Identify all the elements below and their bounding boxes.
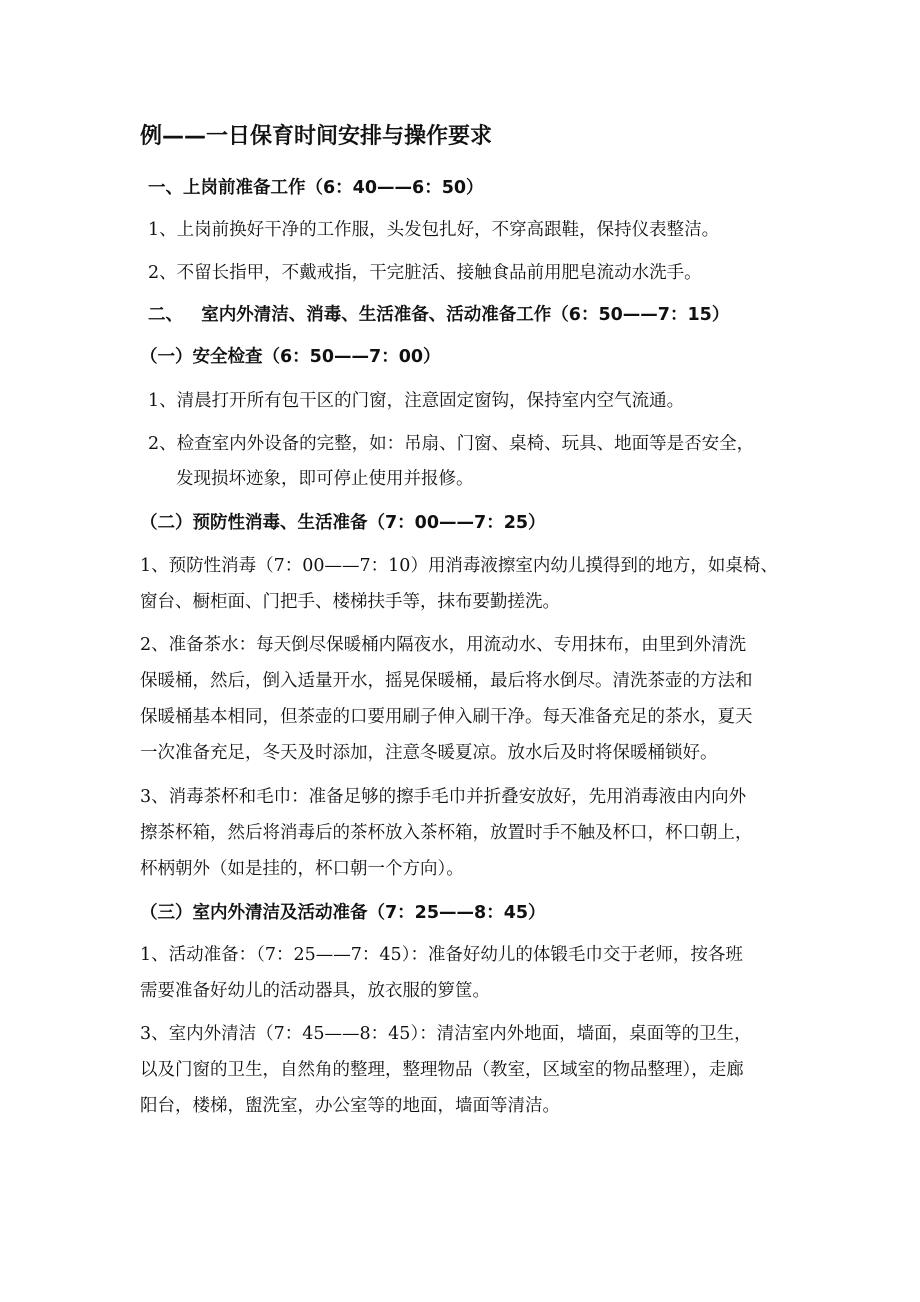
subsection-2-item-3-line-3: 杯柄朝外（如是挂的，杯口朝一个方向）。 bbox=[140, 859, 464, 879]
subsection-2-heading: （二）预防性消毒、生活准备（7：00——7：25） bbox=[140, 513, 546, 533]
document-title: 例——一日保育时间安排与操作要求 bbox=[140, 124, 493, 149]
subsection-3-item-1-line-1: 1、活动准备：（7：25——7：45）：准备好幼儿的体锻毛巾交于老师，按各班 bbox=[140, 945, 743, 965]
subsection-3-item-2-line-2: 以及门窗的卫生，自然角的整理，整理物品（教室，区域室的物品整理），走廊 bbox=[140, 1060, 744, 1080]
section-2-heading: 二、 室内外清洁、消毒、生活准备、活动准备工作（6：50——7：15） bbox=[148, 305, 730, 325]
subsection-3-item-2-line-3: 阳台，楼梯，盥洗室，办公室等的地面，墙面等清洁。 bbox=[140, 1096, 560, 1116]
subsection-1-item-2-line-1: 2、检查室内外设备的完整，如：吊扇、门窗、桌椅、玩具、地面等是否安全， bbox=[148, 434, 755, 454]
subsection-2-item-3-line-1: 3、消毒茶杯和毛巾：准备足够的擦手毛巾并折叠安放好，先用消毒液由内向外 bbox=[140, 787, 747, 807]
subsection-1-item-1: 1、清晨打开所有包干区的门窗，注意固定窗钩，保持室内空气流通。 bbox=[148, 391, 685, 411]
subsection-1-heading: （一）安全检查（6：50——7：00） bbox=[140, 347, 441, 367]
subsection-2-item-2-line-2: 保暖桶，然后，倒入适量开水，摇晃保暖桶，最后将水倒尽。清洗茶壶的方法和 bbox=[140, 671, 753, 691]
subsection-3-heading: （三）室内外清洁及活动准备（7：25——8：45） bbox=[140, 903, 546, 923]
subsection-2-item-3-line-2: 擦茶杯箱，然后将消毒后的茶杯放入茶杯箱，放置时手不触及杯口，杯口朝上， bbox=[140, 823, 753, 843]
section-1-heading: 一、上岗前准备工作（6：40——6：50） bbox=[148, 178, 484, 198]
subsection-3-item-1-line-2: 需要准备好幼儿的活动器具，放衣服的箩筐。 bbox=[140, 981, 490, 1001]
subsection-2-item-2-line-4: 一次准备充足，冬天及时添加，注意冬暖夏凉。放水后及时将保暖桶锁好。 bbox=[140, 743, 718, 763]
subsection-3-item-2-line-1: 3、室内外清洁（7：45——8：45）：清洁室内外地面，墙面，桌面等的卫生， bbox=[140, 1024, 752, 1044]
subsection-2-item-1-line-1: 1、预防性消毒（7：00——7：10）用消毒液擦室内幼儿摸得到的地方，如桌椅、 bbox=[140, 556, 778, 576]
section-1-item-2: 2、不留长指甲，不戴戒指，干完脏活、接触食品前用肥皂流动水洗手。 bbox=[148, 263, 702, 283]
section-1-item-1: 1、上岗前换好干净的工作服，头发包扎好，不穿高跟鞋，保持仪表整洁。 bbox=[148, 220, 720, 240]
subsection-2-item-1-line-2: 窗台、橱柜面、门把手、楼梯扶手等，抹布要勤搓洗。 bbox=[140, 592, 560, 612]
subsection-2-item-2-line-1: 2、准备茶水：每天倒尽保暖桶内隔夜水，用流动水、专用抹布，由里到外清洗 bbox=[140, 635, 747, 655]
subsection-1-item-2-line-2: 发现损坏迹象，即可停止使用并报修。 bbox=[176, 469, 474, 489]
subsection-2-item-2-line-3: 保暖桶基本相同，但茶壶的口要用刷子伸入刷干净。每天准备充足的茶水，夏天 bbox=[140, 707, 753, 727]
